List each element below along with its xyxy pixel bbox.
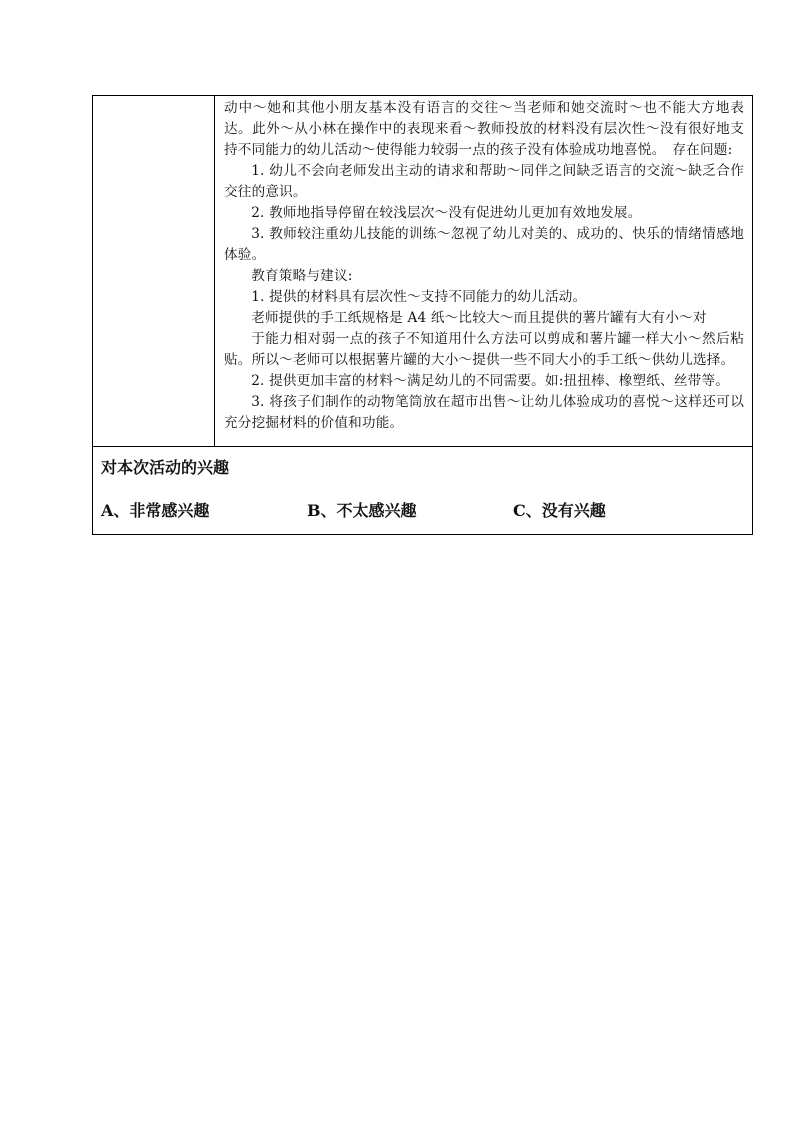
paragraph: 2. 教师地指导停留在较浅层次～没有促进幼儿更加有效地发展。: [251, 205, 642, 221]
interest-options: [101, 498, 744, 524]
option-c[interactable]: C、没有兴趣: [513, 501, 606, 520]
analysis-text: [215, 96, 752, 446]
paragraph: 动中～她和其他小朋友基本没有语言的交往～当老师和她交流时～也不能大方地表达。此外～从小林在操作中的表现来看～教师投放的材料没有层次性～没有很好地支持不同能力的幼儿活动～使得能力较弱一点的孩子没有体验成功地喜悦。 存在问题:: [224, 100, 744, 158]
paragraph: 3. 将孩子们制作的动物笔筒放在超市出售～让幼儿体验成功的喜悦～这样还可以充分挖掘材料的价值和功能。: [224, 394, 744, 431]
table-row: [93, 447, 753, 535]
paragraph: 2. 提供更加丰富的材料～满足幼儿的不同需要。如:扭扭棒、橡塑纸、丝带等。: [251, 373, 730, 389]
paragraph: 3. 教师较注重幼儿技能的训练～忽视了幼儿对美的、成功的、快乐的情绪情感地体验。: [224, 226, 744, 263]
paragraph: 于能力相对弱一点的孩子不知道用什么方法可以剪成和薯片罐一样大小～然后粘贴。所以～老师可以根据薯片罐的大小～提供一些不同大小的手工纸～供幼儿选择。: [224, 331, 744, 368]
content-cell: [215, 96, 753, 447]
evaluation-table: [92, 95, 753, 535]
paragraph: 1. 提供的材料具有层次性～支持不同能力的幼儿活动。: [251, 289, 587, 305]
interest-section: [93, 447, 752, 534]
interest-cell: [93, 447, 753, 535]
table-row: [93, 96, 753, 447]
paragraph: 教育策略与建议:: [251, 268, 353, 284]
option-b[interactable]: B、不太感兴趣: [307, 501, 417, 520]
paragraph: 老师提供的手工纸规格是 A4 纸～比较大～而且提供的薯片罐有大有小～对: [251, 310, 707, 326]
label-cell: [93, 96, 215, 447]
paragraph: 1. 幼儿不会向老师发出主动的请求和帮助～同伴之间缺乏语言的交流～缺乏合作交往的意识。: [224, 163, 744, 200]
interest-title: 对本次活动的兴趣: [101, 458, 230, 477]
option-a[interactable]: A、非常感兴趣: [101, 501, 210, 520]
